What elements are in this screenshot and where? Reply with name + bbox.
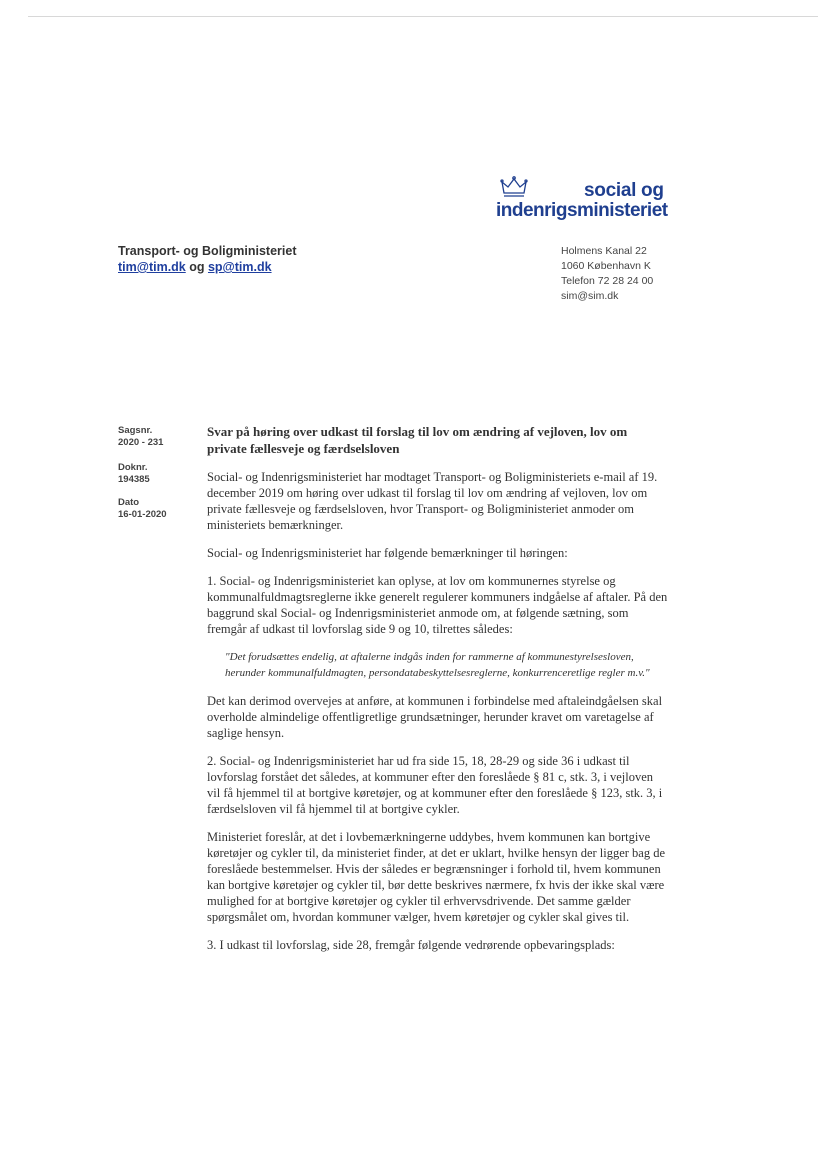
recipient-name: Transport- og Boligministeriet (118, 244, 297, 258)
paragraph-point-1-followup: Det kan derimod overvejes at anføre, at kommunen i forbindelse med aftaleindgåelsen skal overholde almindelige offentligretlige grundsætninger, herunder kravet om varetagelse af saglige hensyn. (207, 694, 663, 740)
recipient-email-link-2[interactable]: sp@tim.dk (207, 260, 272, 274)
document-number-label: Doknr. (118, 462, 148, 473)
crown-icon (500, 176, 528, 198)
document-date (118, 497, 167, 521)
document-date-value: 16-01-2020 (118, 509, 167, 520)
paragraph-remarks-lead: Social- og Indenrigsministeriet har følgende bemærkninger til høringen: (207, 546, 568, 560)
logo-line-1: social og (584, 180, 664, 201)
case-number (118, 425, 163, 449)
letter-title: Svar på høring over udkast til forslag til lov om ændring af vejloven, lov om private fællesveje og færdselsloven (207, 424, 628, 456)
recipient-emails (118, 259, 297, 275)
paragraph-intro: Social- og Indenrigsministeriet har modtaget Transport- og Boligministeriets e-mail af 19. december 2019 om høring over udkast til forslag til lov om ændring af vejloven, lov om private fællesveje og færdselsloven, hvor Transport- og Boligministeriet anmoder om ministeriets bemærkninger. (207, 470, 658, 532)
case-number-label: Sagsnr. (118, 425, 153, 436)
paragraph-point-1: 1. Social- og Indenrigsministeriet kan oplyse, at lov om kommunernes styrelse og kommunalfuldmagtsreglerne ikke generelt regulerer kommuners indgåelse af aftaler. På den baggrund skal Social- og Indenrigsministeriet anmode om, at følgende sætning, som fremgår af udkast til lovforslag side 9 og 10, tilrettes således: (207, 574, 668, 636)
ministry-logo (496, 176, 671, 224)
recipient-conjunction: og (185, 260, 208, 274)
page-edge-line (28, 16, 818, 17)
letter-body (207, 423, 669, 965)
document-number (118, 462, 150, 486)
sender-block (561, 244, 653, 304)
recipient-block (118, 243, 297, 275)
sender-email: sim@sim.dk (561, 290, 619, 302)
document-number-value: 194385 (118, 474, 150, 485)
sender-phone: Telefon 72 28 24 00 (561, 275, 654, 287)
paragraph-point-2: 2. Social- og Indenrigsministeriet har ud fra side 15, 18, 28-29 og side 36 i udkast til lovforslag forstået det således, at kommuner efter den foreslåede § 81 c, stk. 3, i vejloven vil få hjemmel til at bortgive køretøjer, og at kommuner efter den foreslåede § 123, stk. 3, i færdselsloven vil få hjemmel til at bortgive cykler. (207, 754, 663, 816)
paragraph-point-2-followup: Ministeriet foreslår, at det i lovbemærkningerne uddybes, hvem kommunen kan bortgive køretøjer og cykler til, da ministeriet finder, at det er uklart, hvilke hensyn der ligger bag de foreslåede bestemmelser. Hvis der således er begrænsninger i forhold til, hvem kommunen kan bortgive køretøjer og cykler til, bør dette beskrives nærmere, fx hvis der ikke skal være mulighed for at bortgive køretøjer og cykler til erhvervsdrivende. Det samme gælder spørgsmålet om, hvordan kommuner vælger, hvem køretøjer og cykler skal gives til. (207, 830, 666, 924)
recipient-email-link-1[interactable]: tim@tim.dk (118, 260, 186, 274)
sender-address: Holmens Kanal 22 (561, 245, 647, 257)
document-date-label: Dato (118, 497, 140, 508)
logo-line-2: indenrigsministeriet (496, 200, 668, 221)
case-number-value: 2020 - 231 (118, 437, 164, 448)
quoted-sentence: "Det forudsættes endelig, at aftalerne indgås inden for rammerne af kommunestyrelsesloven, herunder kommunalfuldmagten, persondatabeskyttelsesreglerne, konkurrenceretlige regler m.v." (225, 651, 650, 679)
sender-city: 1060 København K (561, 260, 651, 272)
paragraph-point-3: 3. I udkast til lovforslag, side 28, fremgår følgende vedrørende opbevaringsplads: (207, 938, 615, 952)
